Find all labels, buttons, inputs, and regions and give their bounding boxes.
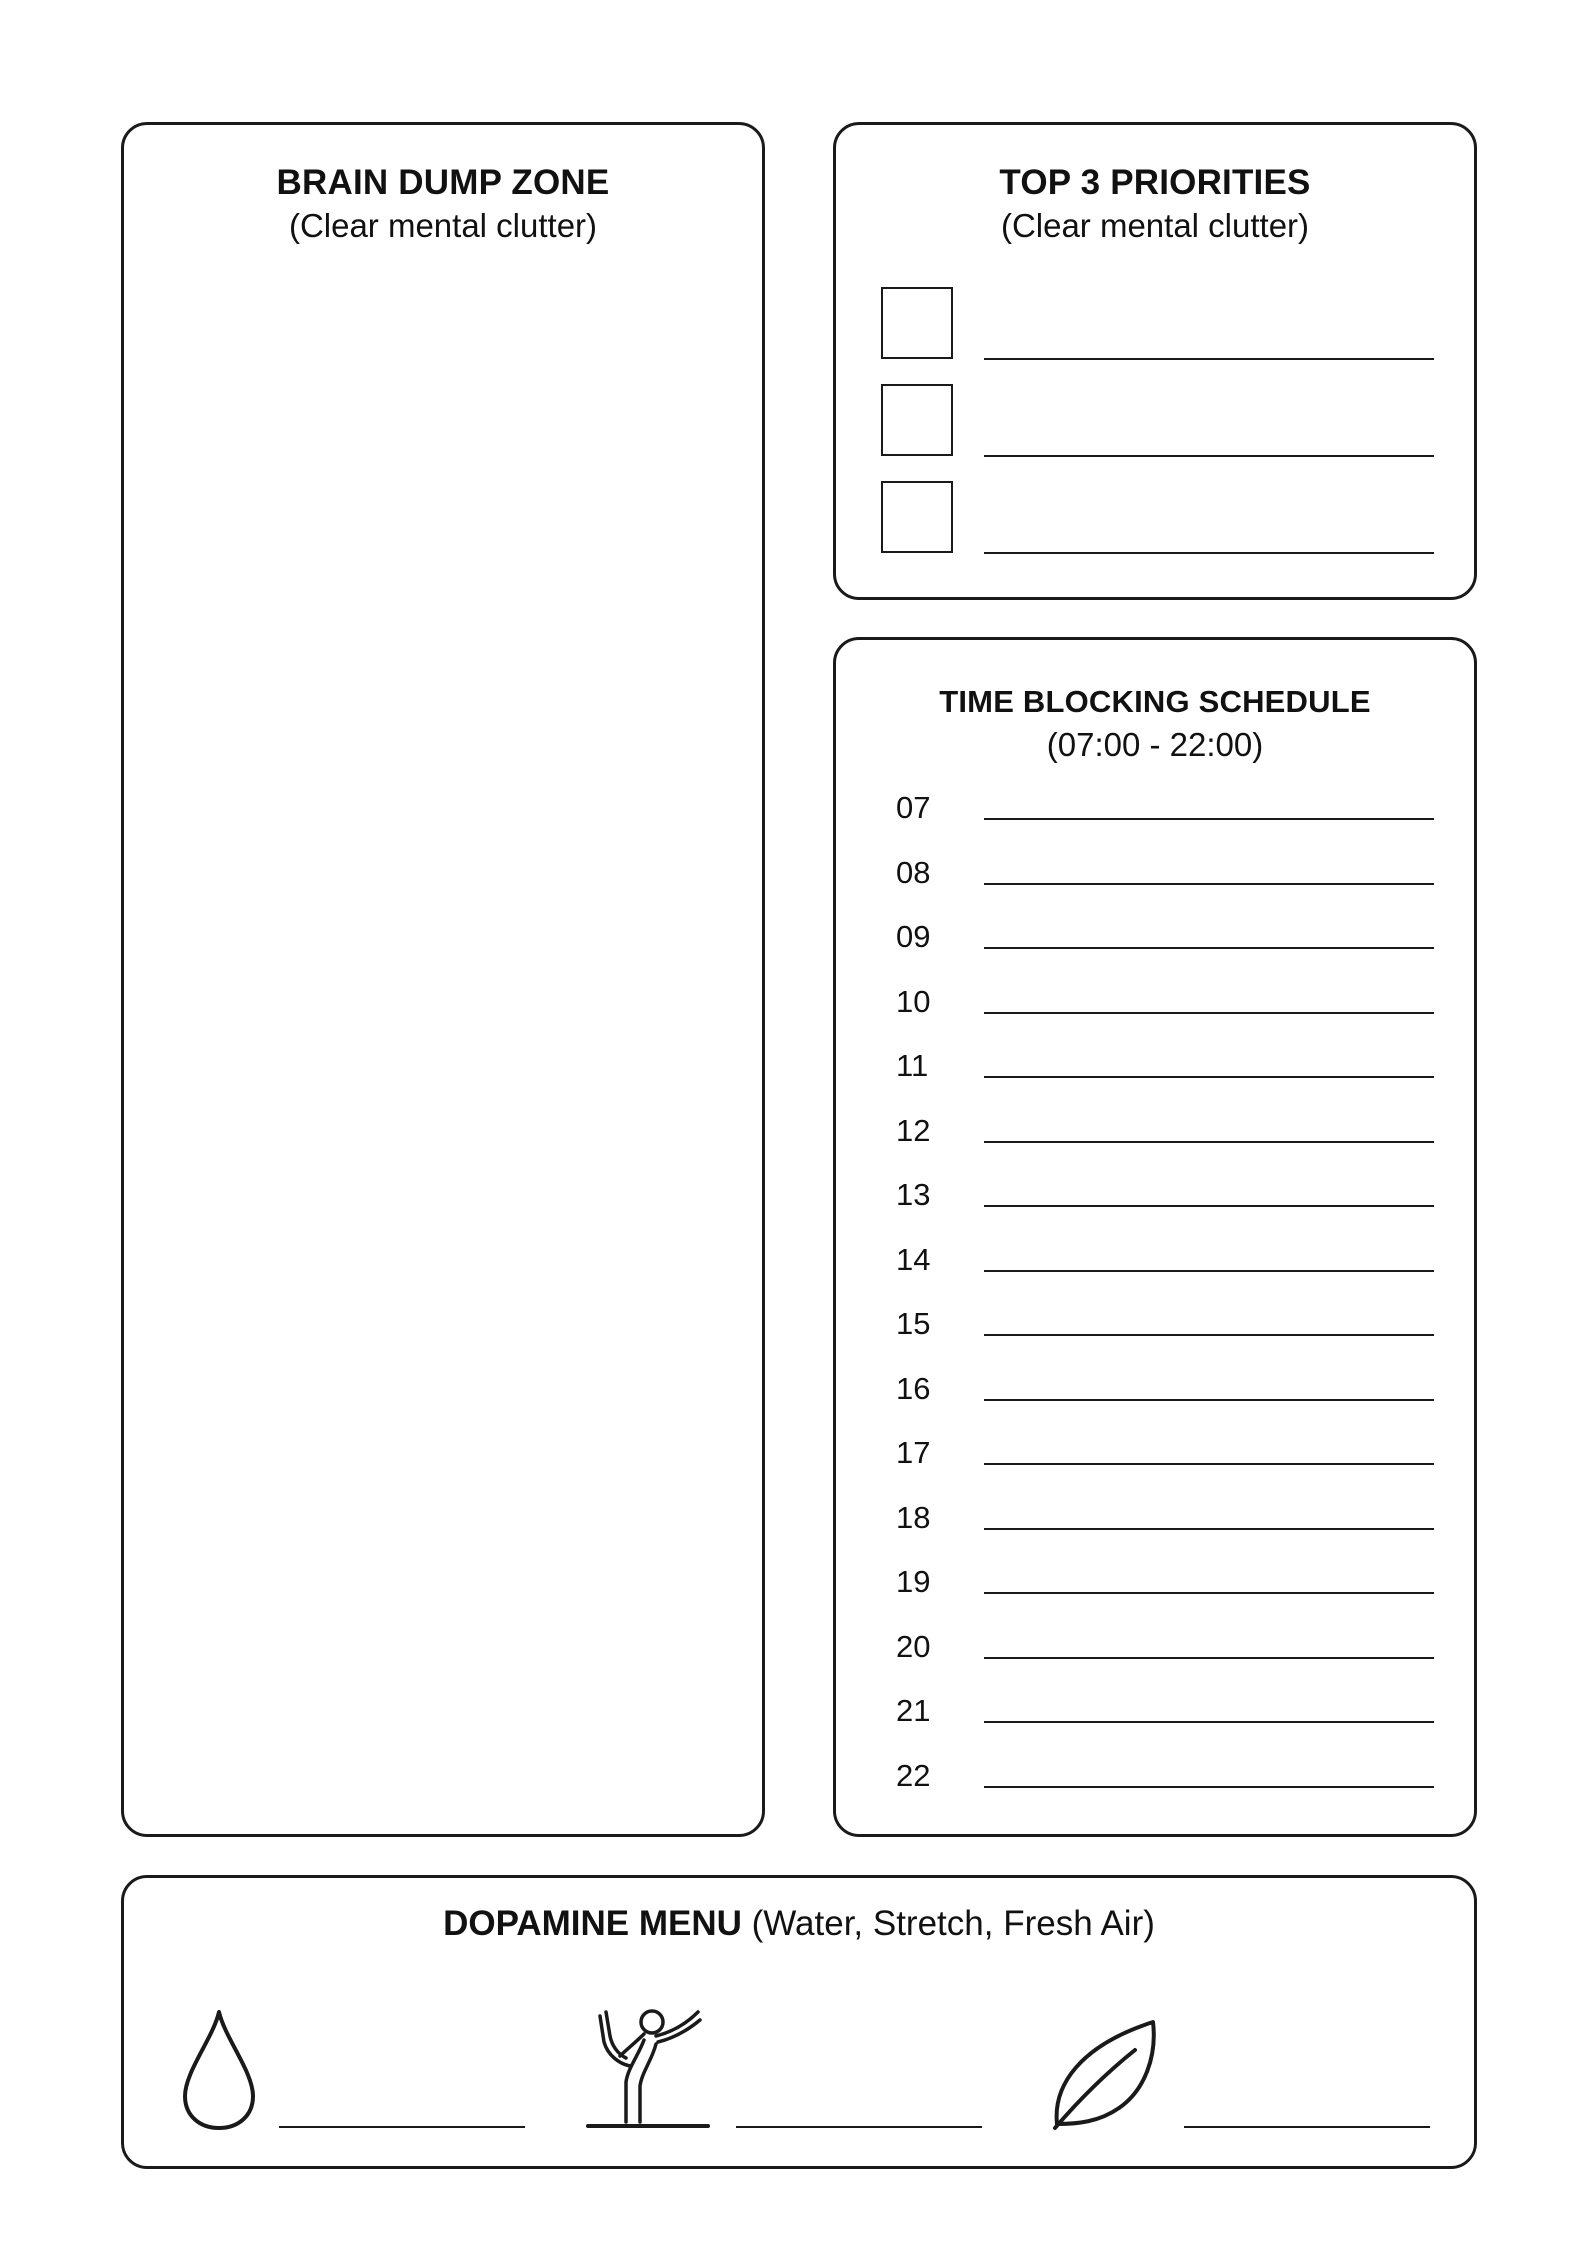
stretch-pose-icon: [586, 2006, 716, 2134]
hour-line[interactable]: [984, 1786, 1434, 1788]
priority-checkbox-3[interactable]: [881, 481, 953, 553]
schedule-title: TIME BLOCKING SCHEDULE: [939, 684, 1371, 719]
hour-row-09: [836, 919, 1474, 983]
hour-row-18: [836, 1500, 1474, 1564]
hour-label: 12: [896, 1112, 931, 1148]
hour-row-17: [836, 1435, 1474, 1499]
schedule-panel: [833, 637, 1477, 1837]
hour-label: 16: [896, 1370, 931, 1406]
priorities-subtitle: (Clear mental clutter): [1000, 207, 1310, 244]
hour-label: 15: [896, 1306, 931, 1341]
hour-label: 22: [896, 1757, 931, 1793]
hour-line[interactable]: [984, 947, 1434, 949]
stretch-line[interactable]: [736, 2126, 982, 2128]
schedule-subtitle: (07:00 - 22:00): [1046, 726, 1264, 763]
hour-label: 19: [896, 1564, 931, 1599]
priority-line-2[interactable]: [984, 455, 1434, 457]
hour-row-11: [836, 1048, 1474, 1112]
brain-dump-subtitle: (Clear mental clutter): [288, 207, 598, 244]
hour-label: 07: [896, 790, 931, 825]
fresh-air-line[interactable]: [1184, 2126, 1430, 2128]
hour-label: 10: [896, 983, 931, 1019]
priorities-panel: [833, 122, 1477, 600]
hour-row-07: [836, 790, 1474, 854]
hour-row-13: [836, 1177, 1474, 1241]
hour-line[interactable]: [984, 1334, 1434, 1336]
hour-line[interactable]: [984, 1205, 1434, 1207]
priority-line-1[interactable]: [984, 358, 1434, 360]
hour-line[interactable]: [984, 818, 1434, 820]
hour-line[interactable]: [984, 1141, 1434, 1143]
dopamine-title-rest: (Water, Stretch, Fresh Air): [741, 1904, 1155, 1943]
priority-line-3[interactable]: [984, 552, 1434, 554]
brain-dump-writing-area[interactable]: [144, 265, 742, 1814]
hour-line[interactable]: [984, 1463, 1434, 1465]
hour-label: 18: [896, 1499, 931, 1535]
hour-line[interactable]: [984, 1270, 1434, 1272]
hour-row-20: [836, 1629, 1474, 1693]
hour-line[interactable]: [984, 1721, 1434, 1723]
hour-row-14: [836, 1242, 1474, 1306]
leaf-icon: [1049, 2016, 1161, 2132]
hour-label: 08: [896, 854, 931, 890]
hour-row-16: [836, 1371, 1474, 1435]
priority-checkbox-2[interactable]: [881, 384, 953, 456]
water-line[interactable]: [279, 2126, 525, 2128]
hour-row-12: [836, 1113, 1474, 1177]
hour-label: 21: [896, 1693, 931, 1728]
hour-line[interactable]: [984, 883, 1434, 885]
hour-line[interactable]: [984, 1399, 1434, 1401]
hour-row-08: [836, 855, 1474, 919]
hour-label: 20: [896, 1628, 931, 1664]
brain-dump-title: BRAIN DUMP ZONE: [276, 163, 610, 202]
hour-line[interactable]: [984, 1592, 1434, 1594]
dopamine-menu-panel: [121, 1875, 1477, 2169]
hour-label: 09: [896, 919, 931, 954]
hour-line[interactable]: [984, 1012, 1434, 1014]
hour-row-19: [836, 1564, 1474, 1628]
hour-label: 11: [896, 1048, 929, 1083]
hour-label: 13: [896, 1177, 931, 1212]
hour-line[interactable]: [984, 1076, 1434, 1078]
water-drop-icon: [179, 2008, 259, 2132]
hour-label: 17: [896, 1435, 931, 1470]
hour-line[interactable]: [984, 1528, 1434, 1530]
hour-row-15: [836, 1306, 1474, 1370]
hour-row-22: [836, 1758, 1474, 1822]
hour-label: 14: [896, 1241, 931, 1277]
hour-row-10: [836, 984, 1474, 1048]
dopamine-title-bold: DOPAMINE MENU: [443, 1904, 742, 1943]
priorities-title: TOP 3 PRIORITIES: [999, 163, 1311, 202]
hour-row-21: [836, 1693, 1474, 1757]
priority-checkbox-1[interactable]: [881, 287, 953, 359]
dopamine-title: [124, 1904, 1474, 1944]
brain-dump-panel: [121, 122, 765, 1837]
hour-line[interactable]: [984, 1657, 1434, 1659]
